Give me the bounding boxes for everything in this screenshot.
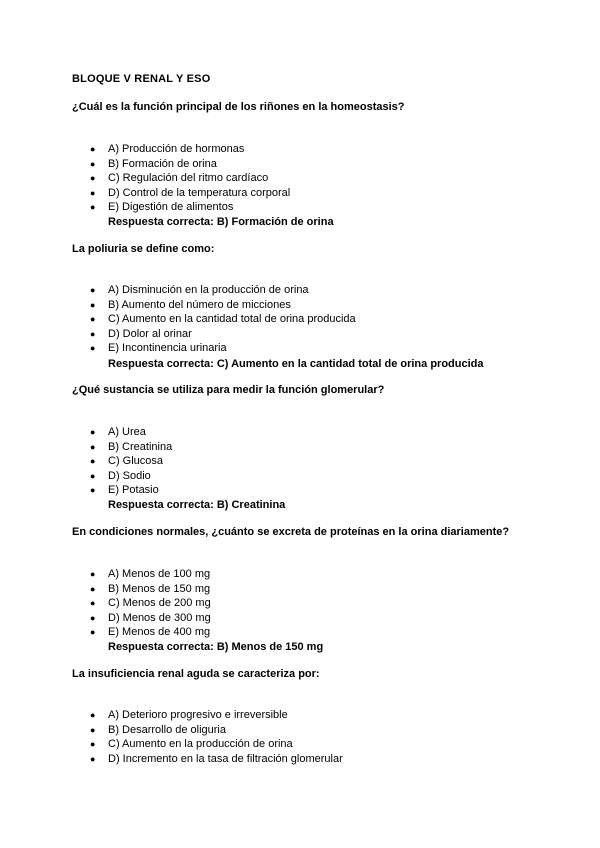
bullet-icon: ● <box>90 427 96 437</box>
bullet-icon: ● <box>90 612 96 623</box>
bullet-icon: ● <box>90 739 96 750</box>
document-page: BLOQUE V RENAL Y ESO ¿Cuál es la función principal de los riñones en la homeostasis? ● A) Producción de hormonas ● B) Formación de orina ● C) Regulación del ritmo cardíaco ● D) Control de la temperatura corporal ● E) Digestión de alimentos Respuesta correcta: B) Formación de orina La poliuria se define como: ● A) Disminución en la producción de orina ● B) Aumento del número de micciones ● C) Aumento en la cantidad total de orina producida ● D) Dolor al orinar ● E) Incontinencia urinaria Respuesta correcta: C) Aumento en la cantidad total de orina producida ¿Qué sustancia se utiliza para medir la función glomerular? ● A) Urea ● B) Creatinina ● C) Glucosa ● D) Sodio ● E) Potasio Respuesta correcta: B) Creatinina En condiciones normales, ¿cuánto se excreta de proteínas en la orina diariamente? ● A) Menos de 100 mg ● B) Menos de 150 mg ● C) Menos de 200 mg ● D) Menos de 300 mg ● E) Menos de 400 mg Respuesta correcta: B) Menos de 150 mg La insuficiencia renal aguda se caracteriza por: ● A) Deterioro progresivo e irreversible ● B) Desarrollo de oliguria ● C) Aumento en la producción de orina ● D) Incremento en la tasa de filtración glomerular <box>72 73 510 765</box>
document-title: BLOQUE V RENAL Y ESO <box>72 73 211 85</box>
bullet-icon: ● <box>90 299 96 310</box>
bullet-icon: ● <box>90 470 96 481</box>
bullet-icon: ● <box>90 724 96 735</box>
bullet-icon: ● <box>90 583 96 594</box>
question-1-text: ¿Cuál es la función principal de los riñones en la homeostasis? <box>72 101 405 113</box>
bullet-icon: ● <box>90 343 96 354</box>
question-3-text: ¿Qué sustancia se utiliza para medir la función glomerular? <box>72 384 385 396</box>
bullet-icon: ● <box>90 328 96 339</box>
bullet-icon: ● <box>90 187 96 198</box>
question-4-text: En condiciones normales, ¿cuánto se excreta de proteínas en la orina diariamente? <box>72 526 510 538</box>
bullet-icon: ● <box>90 485 96 496</box>
bullet-icon: ● <box>90 158 96 169</box>
bullet-icon: ● <box>90 598 96 609</box>
bullet-icon: ● <box>90 314 96 325</box>
bullet-icon: ● <box>90 173 96 184</box>
bullet-icon: ● <box>90 285 96 295</box>
question-1-answer: Respuesta correcta: B) Formación de orina <box>108 216 334 228</box>
bullet-icon: ● <box>90 753 96 764</box>
bullet-icon: ● <box>90 569 96 579</box>
bullet-icon: ● <box>90 710 96 720</box>
question-3-answer: Respuesta correcta: B) Creatinina <box>108 499 286 511</box>
bullet-icon: ● <box>90 202 96 213</box>
bullet-icon: ● <box>90 456 96 467</box>
question-4-answer: Respuesta correcta: B) Menos de 150 mg <box>108 641 324 653</box>
question-2-answer: Respuesta correcta: C) Aumento en la cantidad total de orina producida <box>108 358 484 370</box>
question-5-text: La insuficiencia renal aguda se caracteriza por: <box>72 668 320 680</box>
bullet-icon: ● <box>90 144 96 154</box>
bullet-icon: ● <box>90 441 96 452</box>
bullet-icon: ● <box>90 627 96 638</box>
question-2-text: La poliuria se define como: <box>72 243 215 255</box>
